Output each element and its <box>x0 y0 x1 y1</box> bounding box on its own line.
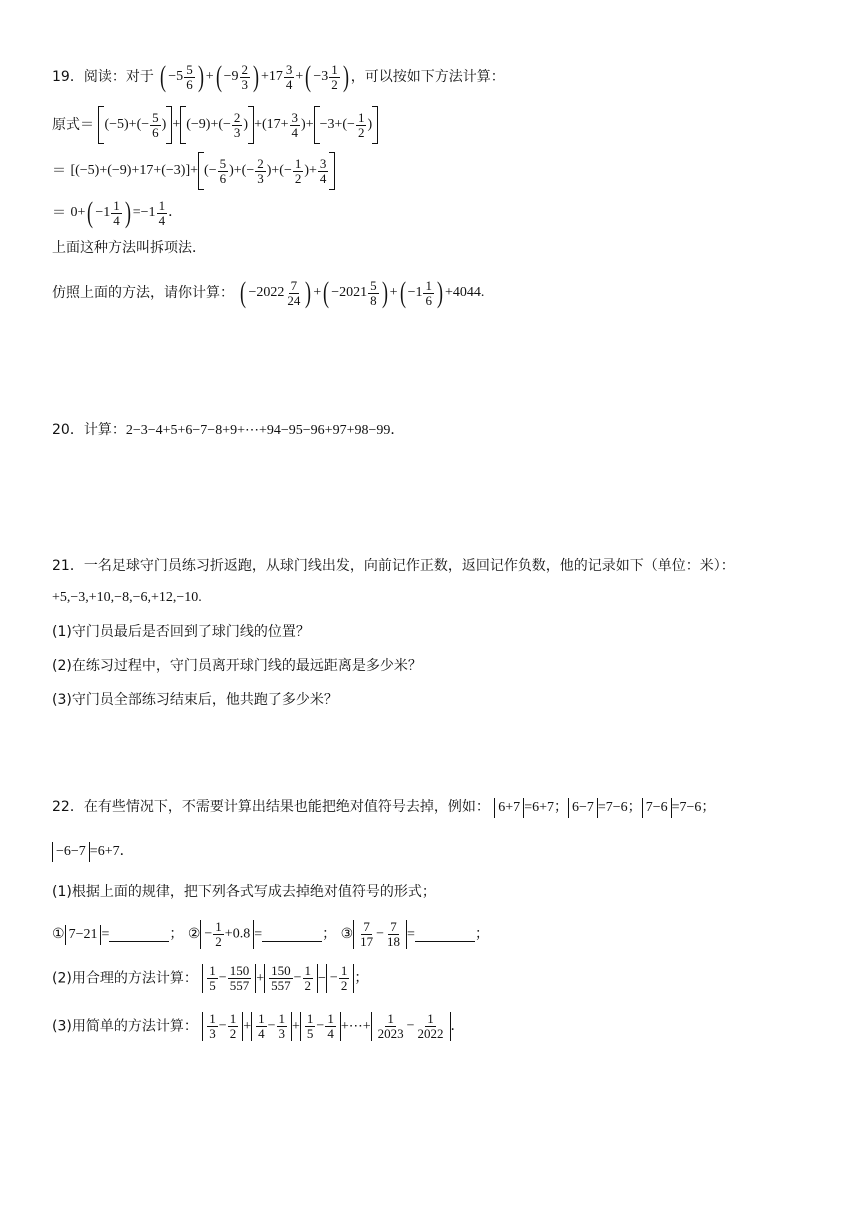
q19-eq2: ＝ <box>52 205 66 221</box>
q22-part2: (2)用合理的方法计算： <box>52 970 198 987</box>
q19-task: ( −2022 $\frac{7}{24}$ ) + ( −2021 $\frac{5}{8}$ ) + ( −1 $\frac{1}{6}$ ) +4044. <box>240 276 485 309</box>
q22-part1-items <box>52 920 489 949</box>
q20-number: 20． <box>52 422 84 438</box>
q19-orig: 原式＝ <box>52 117 94 133</box>
q22-part2-expr: $\frac{1}{5}$ − $\frac{150}{557}$ + $\frac{150}{557}$ − $\frac{1}{2}$ − − $\frac{1}{2}$ ； <box>202 964 368 993</box>
q20-end: ． <box>390 422 405 438</box>
q21-part3: (3)守门员全部练习结束后，他共跑了多少米？ <box>52 692 338 708</box>
q20-label: 计算： <box>83 422 126 438</box>
q22-part2-line <box>52 964 368 993</box>
q22-examples: 6+7 =6+7； 6−7 =7−6； 7−6 =7−6； <box>494 800 715 815</box>
q19-step3: 0+ ( −1 $\frac{1}{4}$ ) =−1 $\frac{1}{4}$ ． <box>70 196 183 229</box>
q22-example4: −6−7 =6+7． <box>52 844 134 859</box>
q19-step2: [(−5)+(−9)+17+(−3)]+ (− $\frac{5}{6}$ )+(− $\frac{2}{3}$ )+(− $\frac{1}{2}$ )+ $\frac{3}{4}$ <box>70 152 335 190</box>
q22-text: 22．在有些情况下，不需要计算出结果也能把绝对值符号去掉，例如： <box>52 799 490 815</box>
q19-can: ，可以按如下方法计算： <box>350 69 505 85</box>
q21-data: +5,−3,+10,−8,−6,+12,−10. <box>52 590 202 605</box>
q19-step1: (−5)+(− $\frac{5}{6}$ ) + (−9)+(− $\frac{2}{3}$ ) +(17+ $\frac{3}{4}$ )+ −3+(− $\frac{1}{2}$ ) <box>98 106 378 144</box>
q22-item3: ③ $\frac{7}{17}$ − $\frac{7}{18}$ = ； <box>340 919 489 949</box>
q19-read: 阅读：对于 <box>83 69 154 85</box>
q22-item2: ② − $\frac{1}{2}$ +0.8 = ； <box>187 919 337 949</box>
q21-text: 21．一名足球守门员练习折返跑，从球门线出发，向前记作正数，返回记作负数，他的记录如下（单位：米）： <box>52 558 735 574</box>
q19-line4 <box>52 198 182 228</box>
answer-blank-2[interactable] <box>262 927 322 942</box>
q19-line2 <box>52 106 378 144</box>
q19-expression: ( −5 $\frac{5}{6}$ ) + ( −9 $\frac{2}{3}$ ) +17 $\frac{3}{4}$ + ( −3 $\frac{1}{2}$ ) <box>160 60 349 93</box>
answer-blank-3[interactable] <box>415 927 475 942</box>
q19-number: 19． <box>52 69 84 85</box>
answer-blank-1[interactable] <box>109 927 169 942</box>
q22-part1: (1)根据上面的规律，把下列各式写成去掉绝对值符号的形式； <box>52 884 436 900</box>
q21-part1: (1)守门员最后是否回到了球门线的位置？ <box>52 624 310 640</box>
q20-line <box>52 420 404 441</box>
q19-eq: ＝ <box>52 163 66 179</box>
q22-part3-line <box>52 1012 465 1041</box>
q22-part3: (3)用简单的方法计算： <box>52 1018 198 1035</box>
q21-part2: (2)在练习过程中，守门员离开球门线的最远距离是多少米？ <box>52 658 422 674</box>
q19-method: 上面这种方法叫拆项法． <box>52 240 206 256</box>
q19-line1 <box>52 62 505 92</box>
q22-part3-expr: $\frac{1}{3}$ − $\frac{1}{2}$ + $\frac{1}{4}$ − $\frac{1}{3}$ + $\frac{1}{5}$ − $\frac{1}{4}$ +⋯+ $\frac{1}{2023}$ − $\frac{1}{2022}$ ． <box>202 1012 464 1041</box>
q19-line3 <box>52 152 335 190</box>
q20-expr: 2−3−4+5+6−7−8+9+⋯+94−95−96+97+98−99 <box>125 423 391 438</box>
q22-item1: ① 7−21 = ； <box>52 925 183 945</box>
q22-line2 <box>52 841 134 862</box>
q22-line1 <box>52 797 715 818</box>
q19-line6 <box>52 278 484 308</box>
q19-imitate: 仿照上面的方法，请你计算： <box>52 285 234 301</box>
